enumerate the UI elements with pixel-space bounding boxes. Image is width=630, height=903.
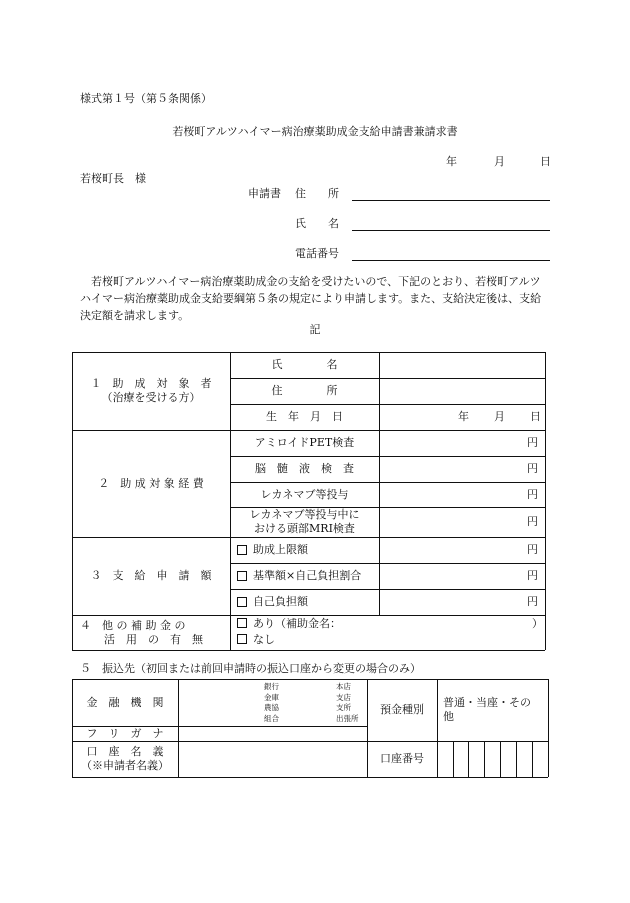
expense-csf-test-yen[interactable]: 円 (527, 462, 538, 476)
bank-label: 金 融 機 関 (86, 695, 164, 709)
subject-birthdate-label: 生 年 月 日 (266, 410, 343, 424)
section3-heading: ３ 支 給 申 請 額 (90, 569, 212, 583)
bank-type: 金庫 (264, 692, 279, 702)
amount-self-pay-yen[interactable]: 円 (527, 595, 538, 609)
birth-month-label: 月 (494, 410, 505, 423)
name-line[interactable] (352, 230, 550, 231)
amount-base-ratio-yen[interactable]: 円 (527, 569, 538, 583)
expense-amyloid-pet-label: アミロイドPET検査 (254, 436, 355, 450)
other-subsidy-close-paren: ） (532, 617, 543, 630)
expense-mri-label-line2: おける頭部MRI検査 (254, 522, 355, 535)
expense-lecanemab-label: レカネマブ等投与 (260, 487, 349, 501)
section4-heading (80, 615, 230, 650)
amount-base-ratio-label: 基準額×自己負担割合 (253, 569, 362, 583)
account-number-field[interactable] (438, 742, 547, 777)
addressee: 若桜町長 様 (80, 172, 146, 185)
address-label: 住 所 (295, 187, 339, 200)
account-holder-label-line1: 口 座 名 義 (86, 745, 164, 759)
section5-heading: ５ 振込先（初回または前回申請時の振込口座から変更の場合のみ） (80, 662, 421, 675)
bank-field[interactable] (179, 680, 366, 726)
checkbox[interactable] (237, 571, 247, 581)
expense-csf-test-label: 脳 髄 液 検 査 (255, 462, 354, 476)
branch-type: 支店 (336, 692, 351, 702)
amount-base-ratio-option[interactable] (237, 563, 379, 589)
statement-paragraph: 若桜町アルツハイマー病治療薬助成金の支給を受けたいので、下記のとおり、若桜町アルツハイマー病治療薬助成金支給要綱第５条の規定により申請します。また、支給決定後は、支給決定額を請求します。 (80, 275, 542, 322)
expense-lecanemab-yen[interactable]: 円 (527, 487, 538, 501)
bank-type: 銀行 (264, 682, 279, 691)
furigana-label: フ リ ガ ナ (86, 726, 164, 740)
account-holder-label (72, 741, 178, 777)
section1-heading (72, 352, 230, 430)
date-year-label: 年 (446, 155, 457, 168)
other-subsidy-no-label: なし (253, 633, 275, 646)
phone-line[interactable] (352, 260, 550, 261)
amount-upper-limit-option[interactable] (237, 537, 379, 563)
section4-title-line2: 活 用 の 有 無 (104, 632, 203, 646)
address-line[interactable] (352, 200, 550, 201)
checkbox[interactable] (237, 545, 247, 555)
date-month-label: 月 (494, 155, 505, 168)
branch-type: 本店 (336, 682, 351, 691)
subject-birthdate-field[interactable] (380, 404, 544, 430)
account-holder-note: （※申請者名義） (81, 759, 169, 772)
expense-amyloid-pet-yen[interactable]: 円 (527, 436, 538, 450)
bank-type: 組合 (264, 713, 279, 723)
expense-mri-yen[interactable]: 円 (527, 515, 538, 529)
amount-self-pay-option[interactable] (237, 589, 379, 615)
account-number-label: 口座番号 (380, 752, 424, 766)
amount-upper-limit-label: 助成上限額 (253, 543, 308, 557)
subject-address-label: 住 所 (271, 384, 338, 398)
section1-title: １ 助 成 対 象 者 (90, 377, 212, 391)
checkbox[interactable] (237, 597, 247, 607)
bank-type-list (264, 682, 279, 724)
ki-label: 記 (309, 323, 321, 336)
deposit-type-label: 預金種別 (380, 703, 424, 717)
name-label: 氏 名 (295, 217, 339, 230)
section4-title-line1: ４ 他 の 補 助 金 の (80, 618, 186, 632)
branch-type: 支所 (336, 703, 351, 712)
form-title: 若桜町アルツハイマー病治療薬助成金支給申請書兼請求書 (172, 125, 458, 138)
deposit-type-options-line1: 普通・当座・その (443, 696, 531, 710)
subject-name-field[interactable] (380, 353, 544, 378)
subject-name-label: 氏 名 (271, 358, 338, 372)
form-number: 様式第１号（第５条関係） (80, 92, 212, 105)
date-day-label: 日 (540, 155, 551, 168)
other-subsidy-no-option[interactable] (237, 634, 275, 647)
phone-label: 電話番号 (295, 247, 339, 260)
birth-year-label: 年 (458, 410, 469, 423)
furigana-field[interactable] (179, 727, 366, 741)
birth-day-label: 日 (530, 410, 541, 423)
other-subsidy-yes-label: あり（補助金名： (253, 617, 341, 630)
amount-self-pay-label: 自己負担額 (253, 595, 308, 609)
deposit-type-options-line2: 他 (443, 710, 454, 723)
branch-type: 出張所 (336, 713, 359, 723)
checkbox[interactable] (237, 618, 247, 628)
applicant-label: 申請書 (248, 187, 281, 200)
subject-address-field[interactable] (380, 379, 544, 404)
expense-mri-label-line1: レカネマブ等投与中に (249, 508, 360, 522)
other-subsidy-yes-option[interactable] (237, 618, 341, 631)
section1-subtitle: （治療を受ける方） (101, 391, 201, 404)
checkbox[interactable] (237, 634, 247, 644)
deposit-type-options[interactable] (443, 679, 547, 741)
amount-upper-limit-yen[interactable]: 円 (527, 543, 538, 557)
bank-type: 農協 (264, 703, 279, 712)
account-holder-field[interactable] (179, 742, 366, 777)
expense-mri-label (230, 507, 379, 537)
branch-type-list (336, 682, 359, 724)
section2-heading: ２ 助 成 対 象 経 費 (98, 476, 204, 490)
